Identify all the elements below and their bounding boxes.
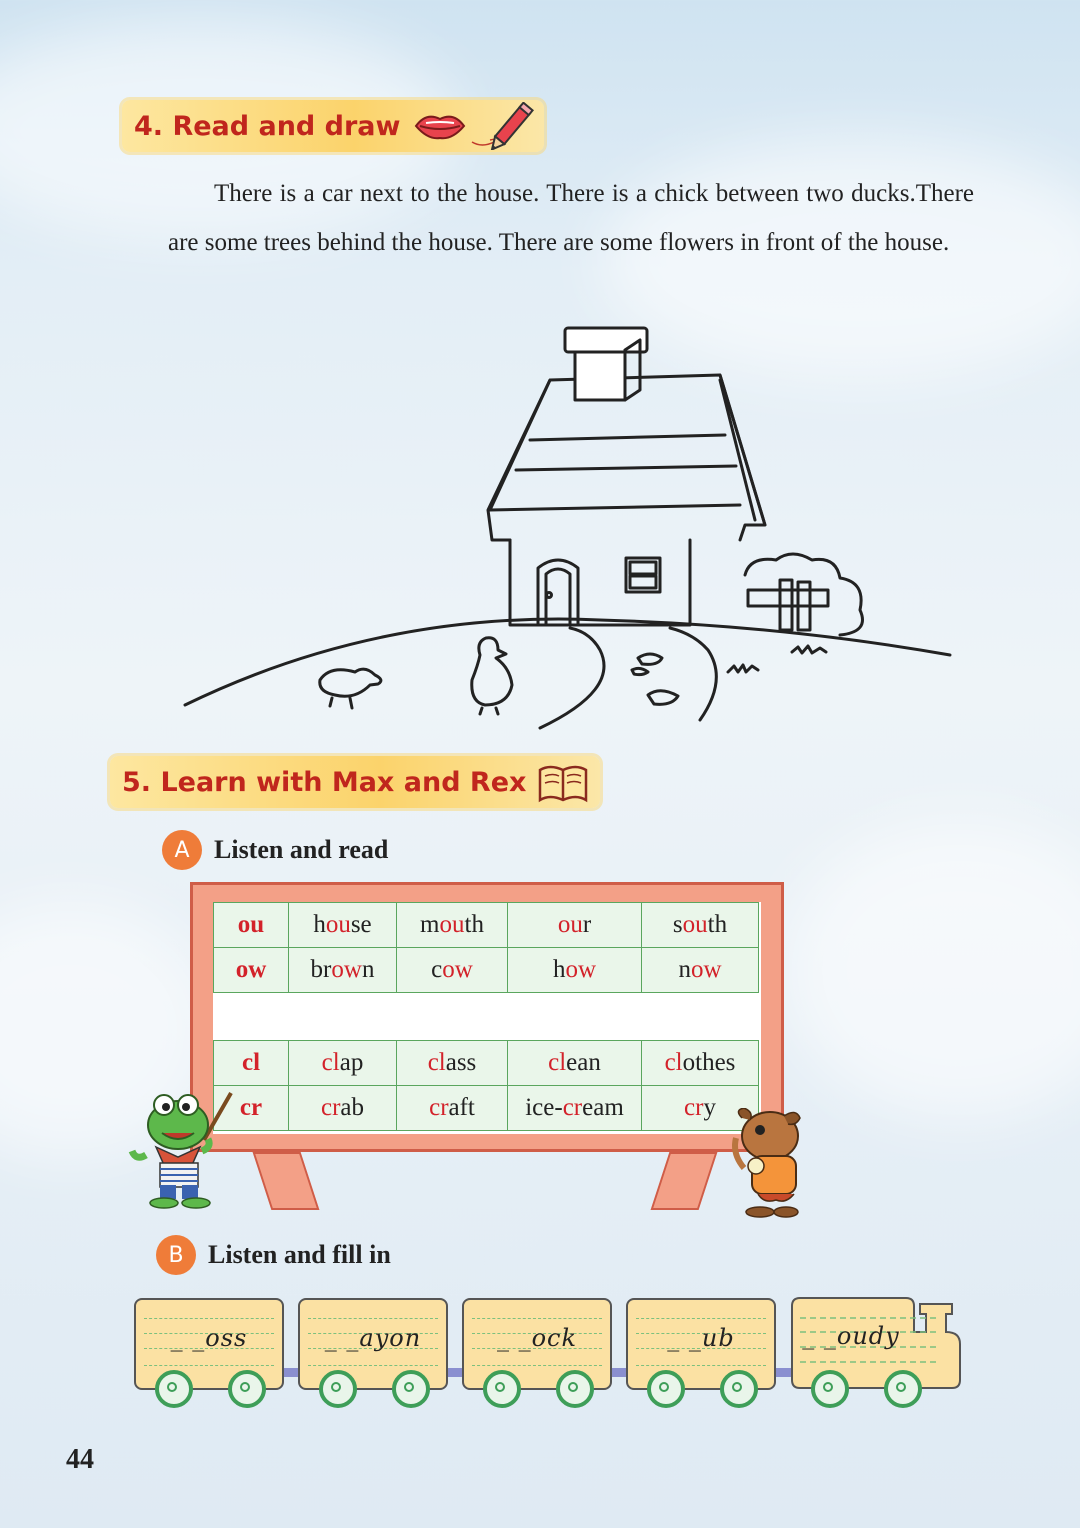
phonics-word: m ou th bbox=[396, 902, 508, 948]
train-coupler bbox=[611, 1368, 627, 1377]
page-number: 44 bbox=[66, 1444, 94, 1475]
phonics-word: cl ean bbox=[507, 1040, 643, 1086]
part-b-heading bbox=[156, 1235, 391, 1275]
fill-in-word[interactable]: _ _ub bbox=[667, 1324, 735, 1352]
section-4-title: 4. Read and draw bbox=[134, 110, 401, 142]
phonics-word: cl ass bbox=[396, 1040, 508, 1086]
fill-in-word[interactable]: _ _oudy bbox=[802, 1322, 900, 1350]
pencil-icon bbox=[470, 102, 540, 150]
train-wheel bbox=[155, 1370, 193, 1408]
phonics-word: ice- cr eam bbox=[507, 1085, 643, 1131]
phonics-word: s ou th bbox=[641, 902, 759, 948]
phonics-head: ow bbox=[213, 947, 289, 993]
phonics-word: c ow bbox=[396, 947, 508, 993]
section-5-title: 5. Learn with Max and Rex bbox=[122, 766, 527, 798]
train-wheel bbox=[884, 1370, 922, 1408]
board-leg-left bbox=[253, 1152, 320, 1210]
fill-in-word[interactable]: _ _oss bbox=[170, 1324, 248, 1352]
house-drawing bbox=[180, 320, 960, 740]
section-5-banner bbox=[110, 756, 600, 808]
phonics-head: cr bbox=[213, 1085, 289, 1131]
cloud-decoration bbox=[780, 820, 1080, 1120]
table-row bbox=[213, 902, 761, 948]
part-a-label: Listen and read bbox=[214, 835, 389, 864]
dog-character bbox=[724, 1108, 814, 1220]
phonics-word: cr y bbox=[641, 1085, 759, 1131]
train-wheel bbox=[228, 1370, 266, 1408]
phonics-word: br ow n bbox=[288, 947, 398, 993]
train-wheel bbox=[556, 1370, 594, 1408]
book-icon bbox=[536, 760, 590, 804]
phonics-word: cl othes bbox=[641, 1040, 759, 1086]
part-a-badge: A bbox=[162, 830, 202, 870]
train-wheel bbox=[647, 1370, 685, 1408]
part-b-badge: B bbox=[156, 1235, 196, 1275]
train-wheel bbox=[319, 1370, 357, 1408]
reading-paragraph bbox=[168, 170, 974, 267]
table-row bbox=[213, 1085, 761, 1131]
phonics-word: ou r bbox=[507, 902, 643, 948]
lips-icon bbox=[412, 110, 468, 142]
phonics-word: h ow bbox=[507, 947, 643, 993]
phonics-head: ou bbox=[213, 902, 289, 948]
phonics-word: n ow bbox=[641, 947, 759, 993]
fill-in-word[interactable]: _ _ock bbox=[496, 1324, 578, 1352]
board-leg-right bbox=[651, 1152, 718, 1210]
phonics-head: cl bbox=[213, 1040, 289, 1086]
part-a-heading bbox=[162, 830, 388, 870]
fill-in-word[interactable]: _ _ayon bbox=[324, 1324, 422, 1352]
phonics-board bbox=[213, 902, 761, 1134]
train-coupler bbox=[283, 1368, 299, 1377]
phonics-word: cr aft bbox=[396, 1085, 508, 1131]
part-b-label: Listen and fill in bbox=[208, 1240, 391, 1269]
table-row bbox=[213, 947, 761, 993]
train-coupler bbox=[447, 1368, 463, 1377]
train-wheel bbox=[483, 1370, 521, 1408]
phonics-word: cr ab bbox=[288, 1085, 398, 1131]
phonics-word: cl ap bbox=[288, 1040, 398, 1086]
train-wheel bbox=[720, 1370, 758, 1408]
paragraph-text: There is a car next to the house. There is a chick between two ducks.There are some trees behind the house. There are some flowers in front of the house. bbox=[168, 180, 974, 256]
section-4-banner bbox=[122, 100, 544, 152]
frog-character bbox=[126, 1085, 246, 1210]
train-wheel bbox=[392, 1370, 430, 1408]
phonics-word: h ou se bbox=[288, 902, 398, 948]
table-row bbox=[213, 1040, 761, 1086]
train-wheel bbox=[811, 1370, 849, 1408]
